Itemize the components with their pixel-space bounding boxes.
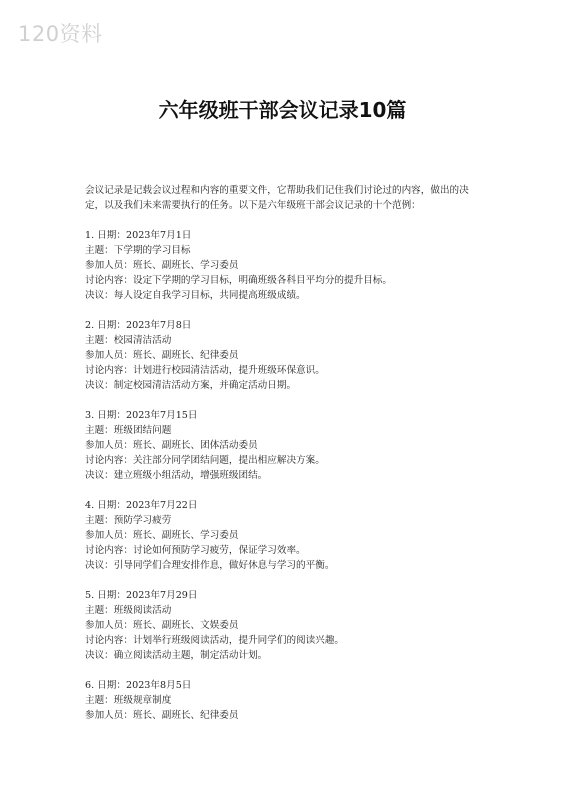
record-date: 5. 日期：2023年7月29日 xyxy=(85,590,198,601)
document-body xyxy=(85,183,485,738)
record-discussion: 讨论内容：关注部分同学团结问题，提出相应解决方案。 xyxy=(85,455,325,466)
record-date: 3. 日期：2023年7月15日 xyxy=(85,410,198,421)
record-topic: 主题：班级团结问题 xyxy=(85,425,172,436)
record-date: 2. 日期：2023年7月8日 xyxy=(85,320,192,331)
record-topic: 主题：校园清洁活动 xyxy=(85,335,172,346)
meeting-record-1 xyxy=(85,228,485,303)
record-discussion: 讨论内容：计划举行班级阅读活动，提升同学们的阅读兴趣。 xyxy=(85,635,345,646)
record-date: 6. 日期：2023年8月5日 xyxy=(85,680,192,691)
page-title: 六年级班干部会议记录10篇 xyxy=(158,98,407,122)
record-resolution: 决议：引导同学们合理安排作息，做好休息与学习的平衡。 xyxy=(85,560,335,571)
record-resolution: 决议：制定校园清洁活动方案，并确定活动日期。 xyxy=(85,380,297,391)
record-resolution: 决议：每人设定自我学习目标，共同提高班级成绩。 xyxy=(85,290,306,301)
record-date: 1. 日期：2023年7月1日 xyxy=(85,230,192,241)
record-participants: 参加人员：班长、副班长、学习委员 xyxy=(85,530,239,541)
intro-paragraph: 会议记录是记载会议过程和内容的重要文件，它帮助我们记住我们讨论过的内容，做出的决定，以及我们未来需要执行的任务。以下是六年级班干部会议记录的十个范例： xyxy=(85,185,469,211)
meeting-record-5 xyxy=(85,588,485,663)
record-discussion: 讨论内容：讨论如何预防学习疲劳，保证学习效率。 xyxy=(85,545,306,556)
record-participants: 参加人员：班长、副班长、纪律委员 xyxy=(85,350,239,361)
meeting-record-3 xyxy=(85,408,485,483)
watermark: 120资料 xyxy=(18,22,103,46)
record-resolution: 决议：建立班级小组活动，增强班级团结。 xyxy=(85,470,268,481)
meeting-record-2 xyxy=(85,318,485,393)
record-topic: 主题：班级阅读活动 xyxy=(85,605,172,616)
record-resolution: 决议：确立阅读活动主题，制定活动计划。 xyxy=(85,650,268,661)
meeting-record-6 xyxy=(85,678,485,723)
record-discussion: 讨论内容：设定下学期的学习目标，明确班级各科目平均分的提升目标。 xyxy=(85,275,392,286)
record-participants: 参加人员：班长、副班长、团体活动委员 xyxy=(85,440,258,451)
record-participants: 参加人员：班长、副班长、纪律委员 xyxy=(85,710,239,721)
record-participants: 参加人员：班长、副班长、文娱委员 xyxy=(85,620,239,631)
record-discussion: 讨论内容：计划进行校园清洁活动，提升班级环保意识。 xyxy=(85,365,325,376)
record-participants: 参加人员：班长、副班长、学习委员 xyxy=(85,260,239,271)
record-topic: 主题：下学期的学习目标 xyxy=(85,245,191,256)
record-topic: 主题：班级规章制度 xyxy=(85,695,172,706)
record-date: 4. 日期：2023年7月22日 xyxy=(85,500,198,511)
meeting-record-4 xyxy=(85,498,485,573)
record-topic: 主题：预防学习疲劳 xyxy=(85,515,172,526)
